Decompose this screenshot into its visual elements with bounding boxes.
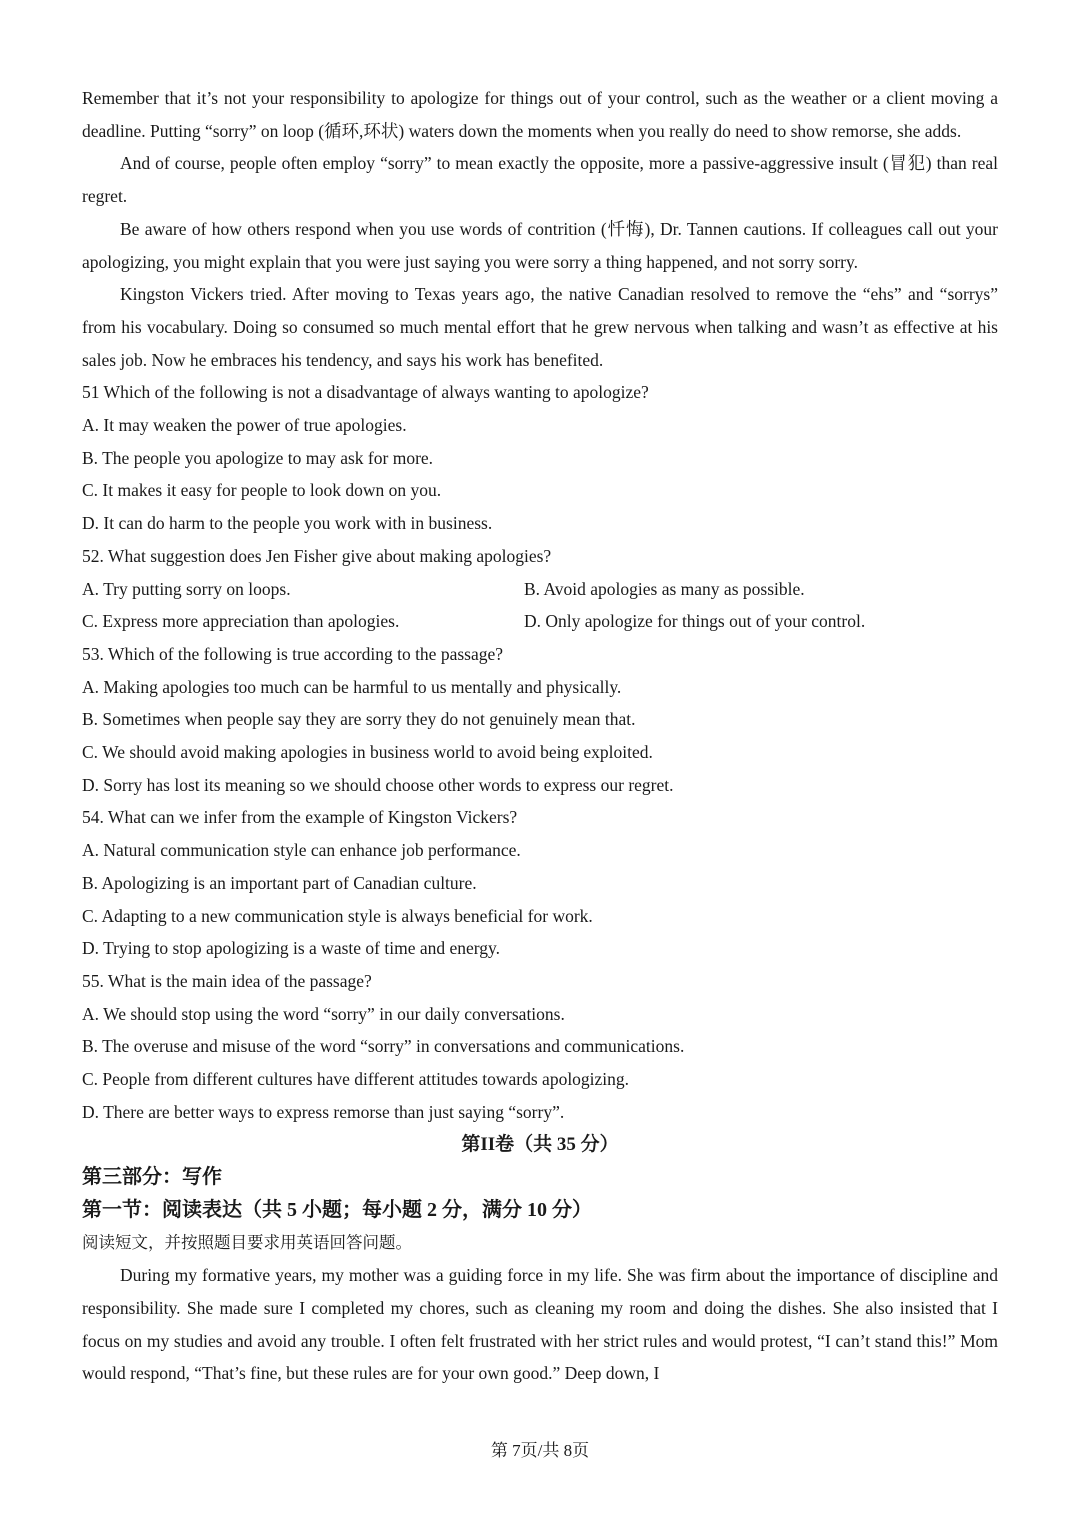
option-c: C. Adapting to a new communication style is always beneficial for work. [82, 905, 593, 926]
option-a: A. Natural communication style can enhance job performance. [82, 840, 521, 861]
section-title: 第一节：阅读表达（共 5 小题；每小题 2 分，满分 10 分） [82, 1198, 592, 1221]
option-b: B. Avoid apologies as many as possible. [524, 578, 805, 599]
question-53 [82, 638, 998, 802]
option-d: D. Sorry has lost its meaning so we should choose other words to express our regret. [82, 774, 674, 795]
passage-paragraph-2: And of course, people often employ “sorry” to mean exactly the opposite, more a passive-aggressive insult (冒犯) than real regret. [82, 153, 998, 207]
option-d: D. Trying to stop apologizing is a waste of time and energy. [82, 938, 501, 959]
question-stem: 53. Which of the following is true according to the passage? [82, 643, 504, 664]
option-d: D. There are better ways to express remorse than just saying “sorry”. [82, 1101, 565, 1122]
option-c: C. Express more appreciation than apologies. [82, 611, 400, 632]
option-c: C. People from different cultures have different attitudes towards apologizing. [82, 1069, 630, 1090]
option-row [82, 573, 998, 606]
question-52 [82, 540, 998, 638]
question-stem: 52. What suggestion does Jen Fisher give about making apologies? [82, 545, 552, 566]
option-a: A. Try putting sorry on loops. [82, 578, 291, 599]
option-b: B. Sometimes when people say they are sorry they do not genuinely mean that. [82, 709, 636, 730]
part-title: 第三部分：写作 [82, 1166, 222, 1189]
option-b: B. Apologizing is an important part of Canadian culture. [82, 872, 477, 893]
option-c: C. It makes it easy for people to look down on you. [82, 480, 442, 501]
question-stem: 55. What is the main idea of the passage? [82, 970, 372, 991]
option-a: A. Making apologies too much can be harmful to us mentally and physically. [82, 676, 622, 697]
question-51 [82, 376, 998, 540]
question-stem: 54. What can we infer from the example of Kingston Vickers? [82, 807, 518, 828]
page-number: 第 7页/共 8页 [490, 1441, 590, 1460]
option-d: D. It can do harm to the people you work with in business. [82, 513, 493, 534]
option-d: D. Only apologize for things out of your control. [524, 611, 866, 632]
option-c: C. We should avoid making apologies in business world to avoid being exploited. [82, 742, 653, 763]
passage-paragraph-4: Kingston Vickers tried. After moving to Texas years ago, the native Canadian resolved to remove the “ehs” and “sorrys” from his vocabulary. Doing so consumed so much mental effort that he grew nervous when talking and wasn’t as effective at his sales job. Now he embraces his tendency, and says his work has benefited. [82, 284, 998, 370]
question-stem: 51 Which of the following is not a disadvantage of always wanting to apologize? [82, 382, 649, 403]
instruction: 阅读短文，并按照题目要求用英语回答问题。 [82, 1232, 412, 1252]
question-54 [82, 801, 998, 965]
option-b: B. The people you apologize to may ask for more. [82, 447, 434, 468]
option-a: A. We should stop using the word “sorry” in our daily conversations. [82, 1003, 565, 1024]
passage-paragraph-3: Be aware of how others respond when you use words of contrition (忏悔), Dr. Tannen cautions. If colleagues call out your apologizing, you might explain that you were just saying you were sorry a thing happened, and not sorry sorry. [82, 218, 998, 272]
reading-paragraph: During my formative years, my mother was a guiding force in my life. She was firm about the importance of discipline and responsibility. She made sure I completed my chores, such as cleaning my room and doing the dishes. She also insisted that I focus on my studies and avoid any trouble. I often felt frustrated with her strict rules and would protest, “I can’t stand this!” Mom would respond, “That’s fine, but these rules are for your own good.” Deep down, I [82, 1265, 998, 1384]
page-content [82, 82, 998, 1390]
volume-title: 第II卷（共 35 分） [461, 1133, 619, 1155]
passage-paragraph-1: Remember that it’s not your responsibility to apologize for things out of your control, such as the weather or a client moving a deadline. Putting “sorry” on loop (循环,环状) waters down the moments when you really do need to show remorse, she adds. [82, 88, 998, 141]
option-row [82, 605, 998, 638]
option-b: B. The overuse and misuse of the word “sorry” in conversations and communications. [82, 1036, 685, 1057]
option-a: A. It may weaken the power of true apologies. [82, 415, 407, 436]
question-55 [82, 965, 998, 1129]
